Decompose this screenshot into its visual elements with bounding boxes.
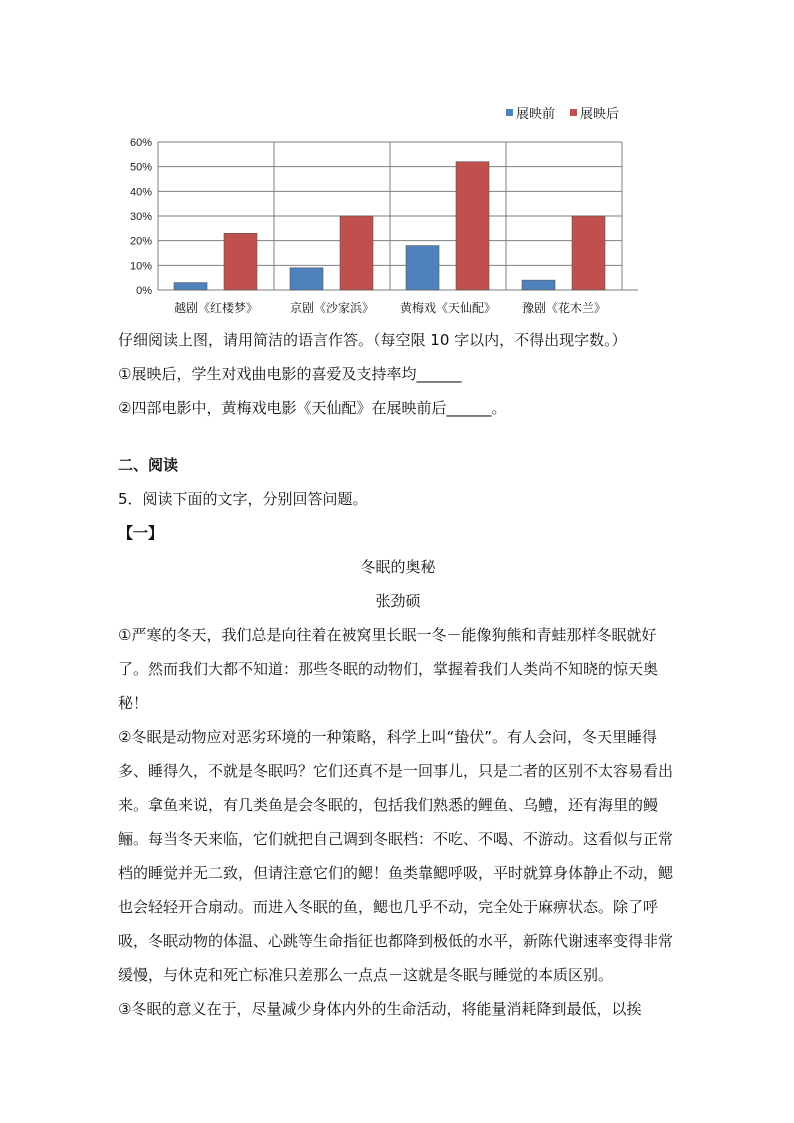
bar-before-1 [290,268,323,290]
question-4-1: ①展映后，学生对戏曲电影的喜爱及支持率均______ [118,365,462,383]
paragraph-1: ①严寒的冬天，我们总是向往着在被窝里长眠一冬－能像狗熊和青蛙那样冬眠就好了。然而我们大都不知道：那些冬眠的动物们，掌握着我们人类尚不知晓的惊天奥秘！ [118,626,659,712]
y-tick-label: 10% [129,260,152,273]
y-axis-ticks [130,137,152,297]
bar-before-0 [174,283,207,290]
bar-before-3 [522,280,555,290]
x-axis-ticks [174,300,606,315]
article-title: 冬眠的奥秘 [360,558,436,576]
y-tick-label: 20% [129,235,152,248]
x-tick-label: 越剧《红楼梦》 [173,301,259,315]
x-tick-label: 京剧《沙家浜》 [289,301,375,315]
x-tick-label: 豫剧《花木兰》 [521,301,607,315]
legend-label: 展映后 [580,107,620,122]
paragraph-3: ③冬眠的意义在于，尽量减少身体内外的生命活动，将能量消耗降到最低，以挨 [118,1000,642,1018]
question-4 [118,323,678,425]
legend-swatch [506,109,513,116]
chart-instruction: 仔细阅读上图，请用简洁的语言作答。（每空限 10 字以内，不得出现字数。） [118,331,627,349]
paragraph-2: ②冬眠是动物应对恶劣环境的一种策略，科学上叫“蛰伏”。有人会问，冬天里睡得多、睡得久，不就是冬眠吗？它们还真不是一回事儿，只是二者的区别不太容易看出来。拿鱼来说，有几类鱼是会冬眠的，包括我们熟悉的鲤鱼、乌鳢，还有海里的鳗鲡。每当冬天来临，它们就把自己调到冬眠档：不吃、不喝、不游动。这看似与正常档的睡觉并无二致，但请注意它们的鳃！鱼类靠鳃呼吸，平时就算身体静止不动，鳃也会轻轻开合扇动。而进入冬眠的鱼，鳃也几乎不动，完全处于麻痹状态。除了呼吸，冬眠动物的体温、心跳等生命指征也都降到极低的水平，新陈代谢速率变得非常缓慢，与休克和死亡标准只差那么一点点－这就是冬眠与睡觉的本质区别。 [118,728,674,984]
y-tick-label: 30% [129,211,152,223]
chart-legend [506,106,619,122]
section-heading: 二、阅读 [118,456,179,474]
article-author: 张劲硕 [375,592,421,610]
bar-after-0 [224,233,257,290]
legend-label: 展映前 [516,107,556,122]
bar-after-1 [340,216,373,290]
part-marker: 【一】 [118,524,164,542]
x-tick-label: 黄梅戏《天仙配》 [399,301,497,315]
bar-chart [110,96,650,326]
question-4-2: ②四部电影中，黄梅戏电影《天仙配》在展映前后______。 [118,399,507,417]
question-5-prompt: 5．阅读下面的文字，分别回答问题。 [118,490,368,508]
bar-after-2 [456,162,489,290]
y-tick-label: 40% [129,186,152,199]
section-reading [118,448,678,1026]
legend-swatch [570,109,577,116]
y-tick-label: 50% [129,161,152,174]
bar-before-2 [406,246,439,290]
bar-after-3 [572,216,605,290]
y-tick-label: 0% [136,285,152,297]
y-tick-label: 60% [129,137,152,149]
